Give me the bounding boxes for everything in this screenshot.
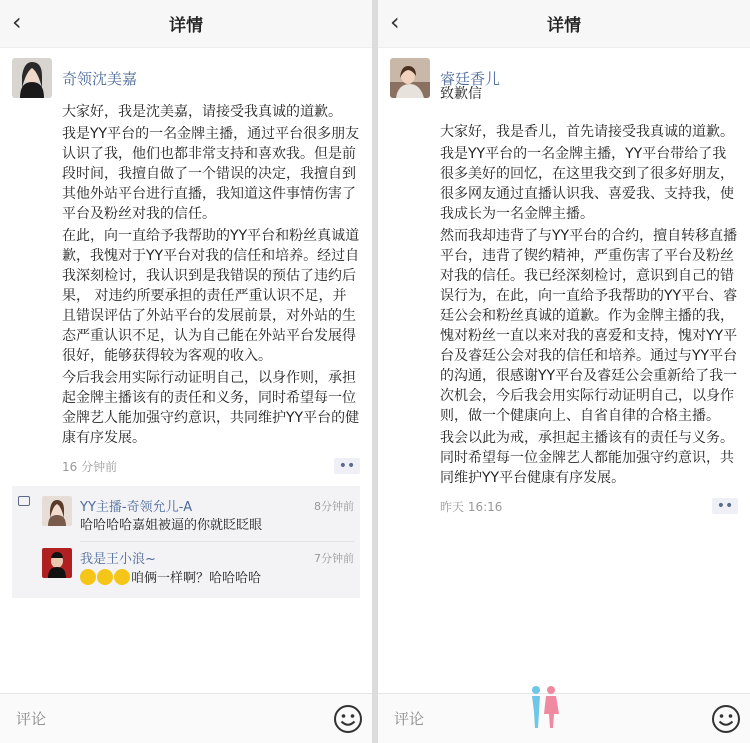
comment-input[interactable]: 评论 [10, 703, 332, 735]
back-chevron-icon[interactable]: ‹ [12, 8, 22, 36]
comment-list [12, 486, 360, 598]
watermark-figures-icon [526, 684, 562, 730]
post-header [12, 58, 360, 98]
avatar[interactable] [42, 548, 72, 578]
laughing-emoji-icon [114, 569, 130, 585]
more-dots-icon[interactable]: •• [334, 458, 360, 474]
comment-author[interactable]: YY主播-奇领允儿-A [80, 500, 193, 515]
top-bar [0, 0, 372, 48]
comment-body [80, 496, 354, 535]
paragraph: 大家好，我是沈美嘉，请接受我真诚的道歉。 [62, 104, 342, 120]
avatar[interactable] [12, 58, 52, 98]
smiley-icon[interactable] [710, 703, 742, 735]
comment-text [80, 569, 354, 588]
post-meta [62, 456, 360, 476]
comment-text-content: 咱俩一样啊？哈哈哈哈 [131, 571, 262, 586]
comment-time: 8分钟前 [314, 499, 354, 513]
paragraph: 在此，向一直给予我帮助的YY平台和粉丝真诚道歉，我愧对于YY平台对我的信任和培养。经过自我深刻检讨，我认识到是我错误的预估了违约后果， 对违约所要承担的责任严重认识不足，并且错误评估了外站平台的发展前景，对外站的生态严重认识不足，认为自己能在外站平台发展得很好，能够获得较为客观的收入。 [62, 228, 360, 364]
username[interactable]: 睿廷香儿 [440, 69, 501, 88]
paragraph: 我是YY平台的一名金牌主播，通过平台很多朋友认识了我，他们也都非常支持和喜欢我。但是前段时间，我擅自做了一个错误的决定，我擅自到其他外站平台进行直播，我知道这件事情伤害了平台及粉丝对我的信任。 [62, 126, 360, 222]
post [0, 48, 372, 476]
post-subtitle: 致歉信 [440, 86, 482, 102]
list-item[interactable] [18, 544, 354, 592]
comment-body [80, 548, 354, 588]
paragraph: 大家好，我是香儿，首先请接受我真诚的道歉。 [440, 124, 734, 140]
comment-text: 哈哈哈哈嘉姐被逼的你就眨眨眼 [80, 518, 263, 533]
comment-bubble-icon [18, 496, 30, 506]
post-time: 昨天 16:16 [440, 499, 503, 514]
back-chevron-icon[interactable]: ‹ [390, 8, 400, 36]
comment-input[interactable]: 评论 [388, 703, 710, 735]
list-item[interactable] [18, 492, 354, 539]
post-content [62, 102, 360, 448]
page-title: 详情 [169, 16, 203, 36]
post-meta [440, 496, 738, 516]
more-dots-icon[interactable]: •• [712, 498, 738, 514]
post [378, 48, 750, 516]
comment-time: 7分钟前 [314, 551, 354, 565]
paragraph: 今后我会用实际行动证明自己，以身作则，承担起金牌主播该有的责任和义务，同时希望每一位金牌艺人能加强守约意识，共同维护YY平台的健康有序发展。 [62, 370, 360, 446]
page-title: 详情 [547, 16, 581, 36]
post-time: 16 分钟前 [62, 459, 118, 474]
smiley-icon[interactable] [332, 703, 364, 735]
right-panel [378, 0, 750, 743]
comment-bar [378, 693, 750, 743]
paragraph: 我会以此为戒，承担起主播该有的责任与义务。同时希望每一位金牌艺人都能加强守约意识，共同维护YY平台健康有序发展。 [440, 430, 734, 486]
paragraph: 然而我却违背了与YY平台的合约，擅自转移直播平台，违背了锲约精神，严重伤害了平台及粉丝对我的信任。我已经深刻检讨，意识到自己的错误行为，在此，向一直给予我帮助的YY平台、睿廷公会和粉丝真诚的道歉。作为金牌主播的我，愧对粉丝一直以来对我的喜爱和支持，愧对YY平台及睿廷公会对我的信任和培养。通过与YY平台的沟通，很感谢YY平台及睿廷公会重新给了我一次机会，今后我会用实际行动证明自己，以身作则，做一个健康向上、自省自律的合格主播。 [440, 228, 738, 424]
avatar[interactable] [42, 496, 72, 526]
paragraph: 我是YY平台的一名金牌主播，YY平台带给了我很多美好的回忆，在这里我交到了很多好朋友，很多网友通过直播认识我、喜爱我、支持我，使我成长为一名金牌主播。 [440, 146, 734, 222]
username[interactable]: 奇领沈美嘉 [62, 69, 138, 88]
top-bar [378, 0, 750, 48]
divider [80, 541, 354, 542]
laughing-emoji-icon [97, 569, 113, 585]
post-content [440, 84, 738, 488]
left-panel [0, 0, 372, 743]
avatar[interactable] [390, 58, 430, 98]
comment-bar [0, 693, 372, 743]
comment-author[interactable]: 我是王小浪~ [80, 552, 156, 567]
laughing-emoji-icon [80, 569, 96, 585]
